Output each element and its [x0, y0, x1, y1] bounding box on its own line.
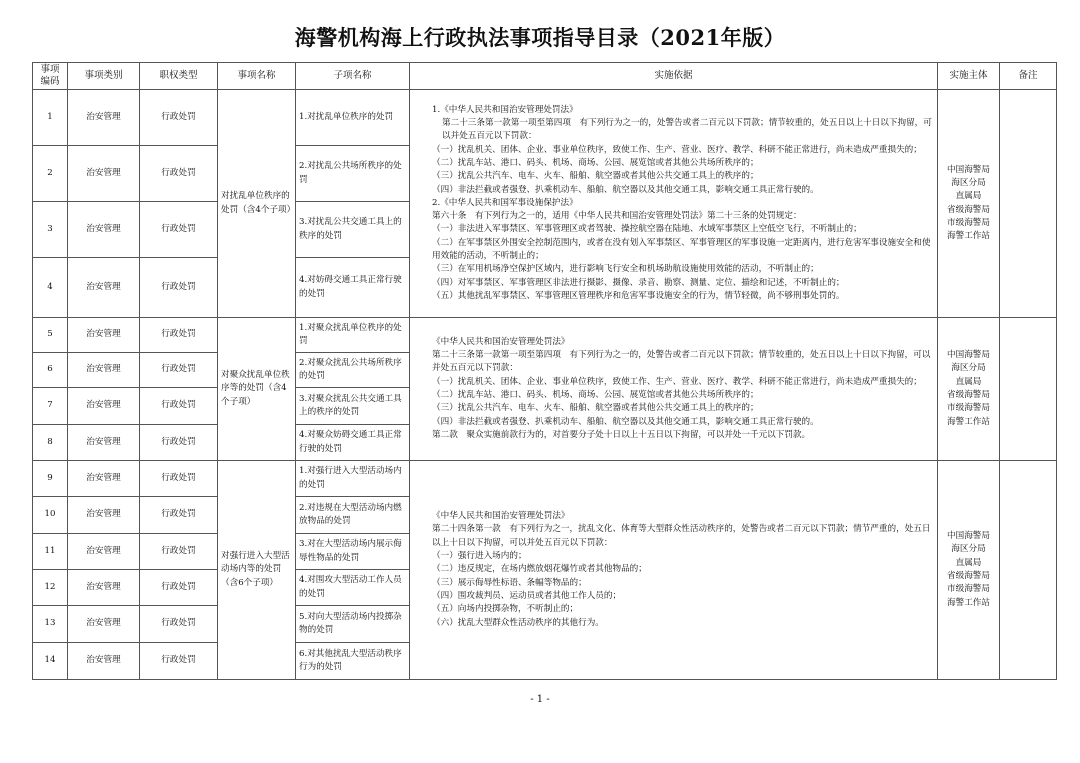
- item-power-type: 行政处罚: [140, 318, 218, 353]
- item-power-type: 行政处罚: [140, 461, 218, 497]
- subitem-name: 2.对聚众扰乱公共场所秩序的处罚: [296, 353, 410, 388]
- item-power-type: 行政处罚: [140, 570, 218, 606]
- item-category: 治安管理: [68, 497, 140, 534]
- subitem-name: 3.对扰乱公共交通工具上的秩序的处罚: [296, 202, 410, 258]
- header-basis: 实施依据: [410, 63, 938, 90]
- item-power-type: 行政处罚: [140, 90, 218, 146]
- basis-line: （二）在军事禁区外围安全控制范围内，或者在没有划入军事禁区、军事管理区的军事设施一定距离内，进行危害军事设施安全和使用效能的活动，不听制止的；: [432, 237, 931, 262]
- header-item-name: 事项名称: [218, 63, 296, 90]
- basis-line: （五）其他扰乱军事禁区、军事管理区管理秩序和危害军事设施安全的行为，情节轻微，尚不够刑事处罚的。: [432, 291, 845, 302]
- item-category: 治安管理: [68, 570, 140, 606]
- basis-line: 1.《中华人民共和国治安管理处罚法》: [432, 104, 578, 115]
- table-row: [33, 90, 1057, 146]
- remarks-cell: [1000, 318, 1057, 461]
- basis-line: （三）展示侮辱性标语、条幅等物品的；: [432, 577, 587, 588]
- header-power-type: 职权类型: [140, 63, 218, 90]
- item-number: 6: [33, 353, 68, 388]
- item-number: 13: [33, 606, 68, 643]
- item-number: 3: [33, 202, 68, 258]
- item-name: 对扰乱单位秩序的处罚（含4个子项）: [218, 90, 296, 318]
- item-power-type: 行政处罚: [140, 534, 218, 570]
- item-power-type: 行政处罚: [140, 643, 218, 680]
- basis-line: 第二十三条第一款第一项至第四项 有下列行为之一的，处警告或者二百元以下罚款；情节较重的，处五日以上十日以下拘留，可以并处五百元以下罚款：: [442, 117, 932, 142]
- item-number: 2: [33, 146, 68, 202]
- item-category: 治安管理: [68, 643, 140, 680]
- subitem-name: 4.对聚众妨碍交通工具正常行驶的处罚: [296, 425, 410, 461]
- subitem-name: 6.对其他扰乱大型活动秩序行为的处罚: [296, 643, 410, 680]
- basis-text: [410, 318, 938, 461]
- basis-line: （三）在军用机场净空保护区域内，进行影响飞行安全和机场助航设施使用效能的活动，不听制止的；: [432, 264, 819, 275]
- page-number: - 1 -: [530, 694, 550, 705]
- subitem-name: 1.对扰乱单位秩序的处罚: [296, 90, 410, 146]
- item-number: 4: [33, 258, 68, 318]
- item-power-type: 行政处罚: [140, 388, 218, 425]
- item-category: 治安管理: [68, 388, 140, 425]
- basis-line: 第二十四条第一款 有下列行为之一，扰乱文化、体育等大型群众性活动秩序的，处警告或者二百元以下罚款；情节严重的，处五日以上十日以下拘留，可以并处五百元以下罚款：: [432, 524, 931, 548]
- basis-line: （二）扰乱车站、港口、码头、机场、商场、公园、展览馆或者其他公共场所秩序的；: [432, 390, 759, 400]
- item-category: 治安管理: [68, 202, 140, 258]
- table-header-row: [33, 63, 1057, 90]
- basis-line: 《中华人民共和国治安管理处罚法》: [432, 511, 570, 522]
- table-row: [33, 461, 1057, 497]
- implementing-agency: 中国海警局 海区分局 直属局 省级海警局 市级海警局 海警工作站: [938, 90, 1000, 318]
- basis-line: 第六十条 有下列行为之一的，适用《中华人民共和国治安管理处罚法》第二十三条的处罚规定：: [432, 211, 802, 222]
- item-power-type: 行政处罚: [140, 202, 218, 258]
- item-number: 12: [33, 570, 68, 606]
- subitem-name: 2.对违规在大型活动场内燃放物品的处罚: [296, 497, 410, 534]
- item-category: 治安管理: [68, 606, 140, 643]
- item-number: 10: [33, 497, 68, 534]
- item-number: 5: [33, 318, 68, 353]
- remarks-cell: [1000, 90, 1057, 318]
- basis-line: （三）扰乱公共汽车、电车、火车、船舶、航空器或者其他公共交通工具上的秩序的；: [432, 403, 759, 414]
- item-power-type: 行政处罚: [140, 353, 218, 388]
- item-power-type: 行政处罚: [140, 425, 218, 461]
- item-power-type: 行政处罚: [140, 146, 218, 202]
- item-number: 7: [33, 388, 68, 425]
- subitem-name: 1.对强行进入大型活动场内的处罚: [296, 461, 410, 497]
- basis-line: （三）扰乱公共汽车、电车、火车、船舶、航空器或者其他公共交通工具上的秩序的；: [432, 171, 759, 182]
- subitem-name: 3.对聚众扰乱公共交通工具上的秩序的处罚: [296, 388, 410, 425]
- item-number: 8: [33, 425, 68, 461]
- basis-line: （四）非法拦截或者强登、扒乘机动车、船舶、航空器以及其他交通工具，影响交通工具正常行驶的。: [432, 416, 819, 427]
- item-power-type: 行政处罚: [140, 258, 218, 318]
- header-category: 事项类别: [68, 63, 140, 90]
- item-name: 对聚众扰乱单位秩序等的处罚（含4个子项）: [218, 318, 296, 461]
- basis-text: [410, 90, 938, 318]
- item-category: 治安管理: [68, 90, 140, 146]
- header-agency: 实施主体: [938, 63, 1000, 90]
- basis-line: （六）扰乱大型群众性活动秩序的其他行为。: [432, 617, 604, 628]
- enforcement-catalog-table: [32, 62, 1057, 680]
- item-category: 治安管理: [68, 318, 140, 353]
- table-row: [33, 318, 1057, 353]
- basis-line: （四）对军事禁区、军事管理区非法进行摄影、摄像、录音、勘察、测量、定位、描绘和记述，不听制止的；: [432, 277, 845, 288]
- basis-line: 2.《中华人民共和国军事设施保护法》: [432, 197, 578, 208]
- item-number: 1: [33, 90, 68, 146]
- implementing-agency: 中国海警局 海区分局 直属局 省级海警局 市级海警局 海警工作站: [938, 318, 1000, 461]
- subitem-name: 4.对妨碍交通工具正常行驶的处罚: [296, 258, 410, 318]
- subitem-name: 4.对围攻大型活动工作人员的处罚: [296, 570, 410, 606]
- item-power-type: 行政处罚: [140, 497, 218, 534]
- subitem-name: 5.对向大型活动场内投掷杂物的处罚: [296, 606, 410, 643]
- item-power-type: 行政处罚: [140, 606, 218, 643]
- item-category: 治安管理: [68, 534, 140, 570]
- basis-line: （二）扰乱车站、港口、码头、机场、商场、公园、展览馆或者其他公共场所秩序的；: [432, 157, 759, 168]
- basis-line: （二）违反规定，在场内燃放烟花爆竹或者其他物品的；: [432, 564, 647, 575]
- subitem-name: 1.对聚众扰乱单位秩序的处罚: [296, 318, 410, 353]
- basis-line: （四）围攻裁判员、运动员或者其他工作人员的；: [432, 590, 622, 601]
- item-category: 治安管理: [68, 258, 140, 318]
- basis-line: 《中华人民共和国治安管理处罚法》: [432, 336, 570, 347]
- basis-line: （五）向场内投掷杂物，不听制止的；: [432, 604, 579, 615]
- implementing-agency: 中国海警局 海区分局 直属局 省级海警局 市级海警局 海警工作站: [938, 461, 1000, 680]
- basis-line: 第二十三条第一款第一项至第四项 有下列行为之一的，处警告或者二百元以下罚款；情节较重的，处五日以上十日以下拘留，可以并处五百元以下罚款：: [432, 350, 931, 374]
- item-category: 治安管理: [68, 425, 140, 461]
- subitem-name: 2.对扰乱公共场所秩序的处罚: [296, 146, 410, 202]
- basis-line: （一）扰乱机关、团体、企业、事业单位秩序，致使工作、生产、营业、医疗、教学、科研不能正常进行，尚未造成严重损失的；: [432, 144, 922, 155]
- item-category: 治安管理: [68, 353, 140, 388]
- item-number: 11: [33, 534, 68, 570]
- basis-line: （一）扰乱机关、团体、企业、事业单位秩序，致使工作、生产、营业、医疗、教学、科研不能正常进行，尚未造成严重损失的；: [432, 376, 922, 387]
- page-title: 海警机构海上行政执法事项指导目录（2021年版）: [294, 25, 786, 50]
- basis-line: （一）强行进入场内的；: [432, 551, 527, 562]
- basis-line: 第二款 聚众实施前款行为的，对首要分子处十日以上十五日以下拘留，可以并处一千元以下罚款。: [432, 429, 811, 440]
- header-subitem-name: 子项名称: [296, 63, 410, 90]
- item-category: 治安管理: [68, 461, 140, 497]
- item-category: 治安管理: [68, 146, 140, 202]
- basis-text: [410, 461, 938, 680]
- remarks-cell: [1000, 461, 1057, 680]
- item-number: 14: [33, 643, 68, 680]
- item-name: 对强行进入大型活动场内等的处罚（含6个子项）: [218, 461, 296, 680]
- header-item-code: 事项 编码: [33, 63, 68, 90]
- subitem-name: 3.对在大型活动场内展示侮辱性物品的处罚: [296, 534, 410, 570]
- item-number: 9: [33, 461, 68, 497]
- basis-line: （一）非法进入军事禁区、军事管理区或者驾驶、操控航空器在陆地、水域军事禁区上空低空飞行，不听制止的；: [432, 224, 862, 235]
- header-remarks: 备注: [1000, 63, 1057, 90]
- basis-line: （四）非法拦截或者强登、扒乘机动车、船舶、航空器以及其他交通工具，影响交通工具正常行驶的。: [432, 184, 819, 195]
